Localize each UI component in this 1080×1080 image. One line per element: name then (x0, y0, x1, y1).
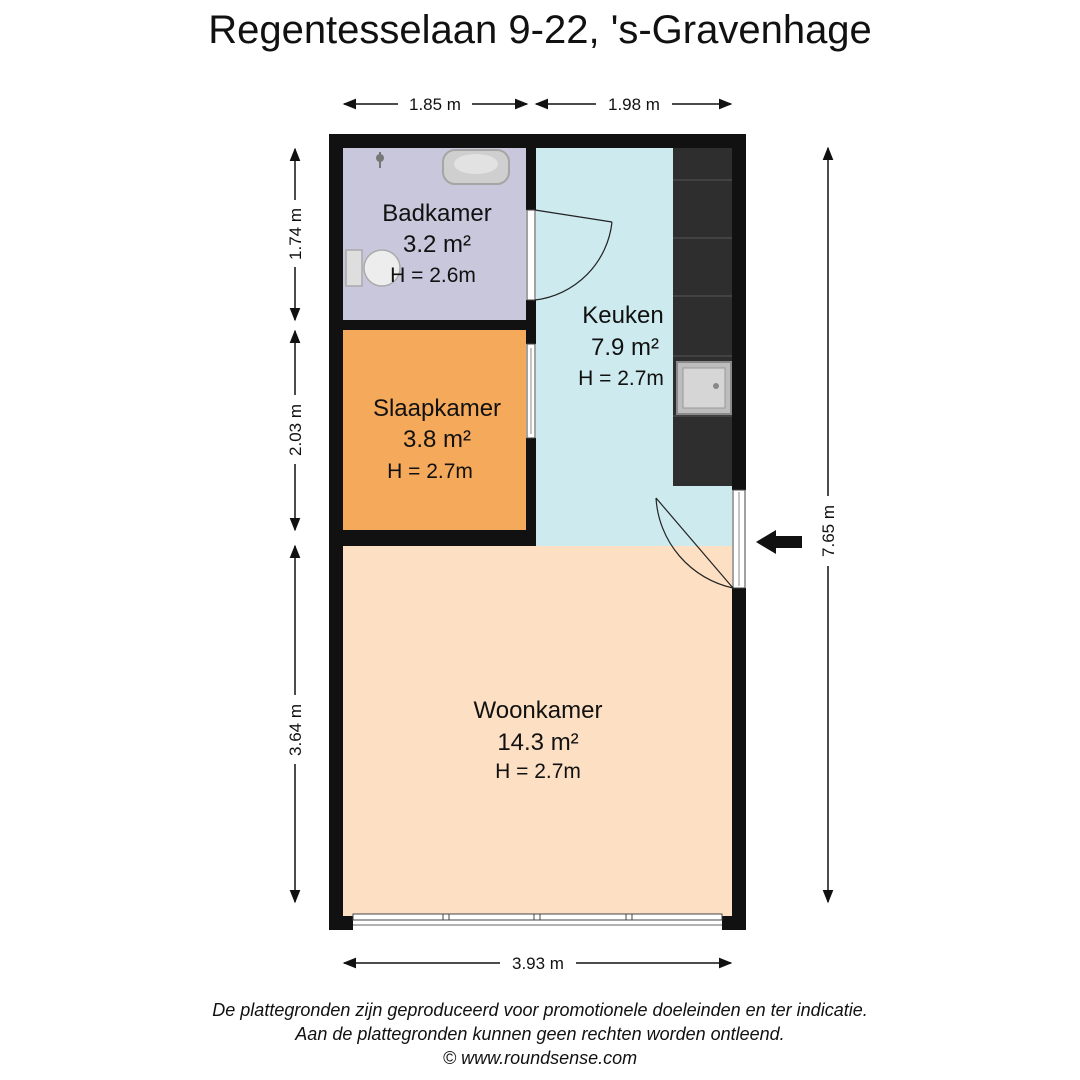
dimension-label: 3.64 m (286, 704, 305, 756)
dimension-left-bottom (286, 546, 305, 902)
woonkamer-height: H = 2.7m (495, 760, 581, 783)
badkamer-height: H = 2.6m (390, 264, 476, 287)
kitchen-countertop (673, 148, 732, 486)
slaapkamer-name: Slaapkamer (372, 395, 502, 422)
sink-icon (443, 150, 509, 184)
window-bottom (353, 914, 722, 925)
woonkamer-name: Woonkamer (473, 697, 603, 724)
dimension-bottom-total (344, 954, 731, 973)
entrance-arrow-icon (756, 530, 802, 554)
dimension-label: 7.65 m (819, 505, 838, 557)
copyright-link[interactable]: © www.roundsense.com (442, 1048, 638, 1068)
dimension-label: 2.03 m (286, 404, 305, 456)
disclaimer-footer (0, 998, 1080, 1070)
disclaimer-line-1: De plattegronden zijn geproduceerd voor promotionele doeleinden en ter indicatie. (212, 1000, 868, 1020)
page-title: Regentesselaan 9-22, 's-Gravenhage (208, 8, 872, 52)
disclaimer-line-2: Aan de plattegronden kunnen geen rechten worden ontleend. (295, 1024, 785, 1044)
badkamer-name: Badkamer (382, 200, 492, 227)
badkamer-area: 3.2 m² (402, 231, 472, 258)
dimension-right-total (819, 148, 838, 902)
dimension-label: 1.98 m (608, 95, 660, 114)
kitchen-sink-icon (677, 362, 731, 414)
dimension-left-middle (286, 331, 305, 530)
dimension-top-right (536, 95, 731, 114)
dimension-label: 1.85 m (409, 95, 461, 114)
keuken-area: 7.9 m² (590, 334, 660, 361)
woonkamer-area: 14.3 m² (497, 729, 579, 756)
slaapkamer-height: H = 2.7m (387, 460, 473, 483)
dimension-top-left (344, 95, 527, 114)
door-slaapkamer (527, 344, 535, 438)
slaapkamer-area: 3.8 m² (402, 426, 472, 453)
keuken-height: H = 2.7m (578, 367, 664, 390)
dimension-label: 3.93 m (512, 954, 564, 973)
dimension-label: 1.74 m (286, 208, 305, 260)
dimension-left-top (286, 149, 305, 320)
keuken-name: Keuken (582, 302, 664, 329)
